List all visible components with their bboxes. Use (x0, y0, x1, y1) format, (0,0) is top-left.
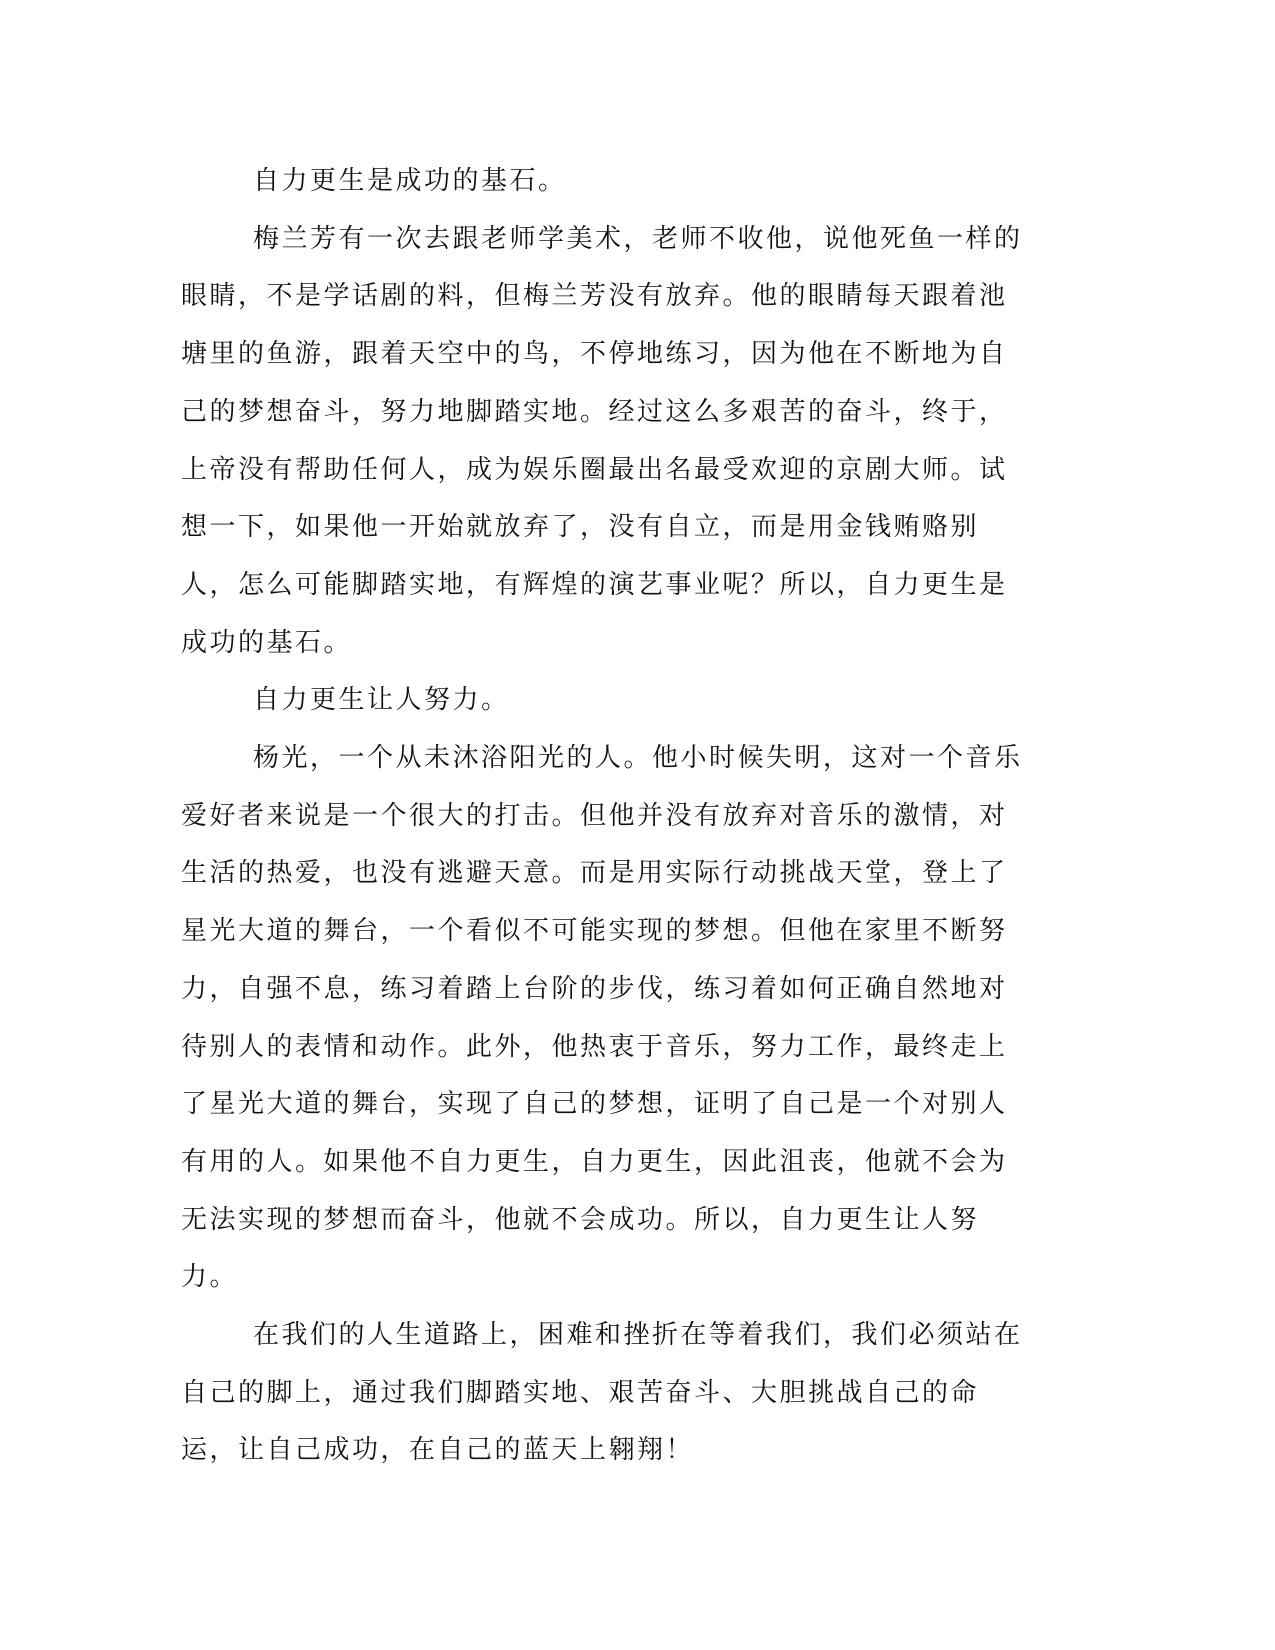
paragraph-mei-lanfang: 梅兰芳有一次去跟老师学美术，老师不收他，说他死鱼一样的眼睛，不是学话剧的料，但梅兰芳没有放弃。他的眼睛每天跟着池塘里的鱼游，跟着天空中的鸟，不停地练习，因为他在不断地为自己的梦想奋斗，努力地脚踏实地。经过这么多艰苦的奋斗，终于，上帝没有帮助任何人，成为娱乐圈最出名最受欢迎的京剧大师。试想一下，如果他一开始就放弃了，没有自立，而是用金钱贿赂别人，怎么可能脚踏实地，有辉煌的演艺事业呢？所以，自力更生是成功的基石。 (181, 223, 1023, 658)
paragraph-heading-self-reliance-effort: 自力更生让人努力。 (253, 685, 510, 716)
paragraph-conclusion: 在我们的人生道路上，困难和挫折在等着我们，我们必须站在自己的脚上，通过我们脚踏实地、艰苦奋斗、大胆挑战自己的命运，让自己成功，在自己的蓝天上翱翔！ (181, 1320, 1023, 1466)
paragraph-heading-self-reliance-foundation: 自力更生是成功的基石。 (253, 166, 567, 196)
document-body (181, 153, 1031, 1480)
paragraph-yang-guang: 杨光，一个从未沐浴阳光的人。他小时候失明，这对一个音乐爱好者来说是一个很大的打击。但他并没有放弃对音乐的激情，对生活的热爱，也没有逃避天意。而是用实际行动挑战天堂，登上了星光大道的舞台，一个看似不可能实现的梦想。但他在家里不断努力，自强不息，练习着踏上台阶的步伐，练习着如何正确自然地对待别人的表情和动作。此外，他热衷于音乐，努力工作，最终走上了星光大道的舞台，实现了自己的梦想，证明了自己是一个对别人有用的人。如果他不自力更生，自力更生，因此沮丧，他就不会为无法实现的梦想而奋斗，他就不会成功。所以，自力更生让人努力。 (181, 743, 1023, 1293)
